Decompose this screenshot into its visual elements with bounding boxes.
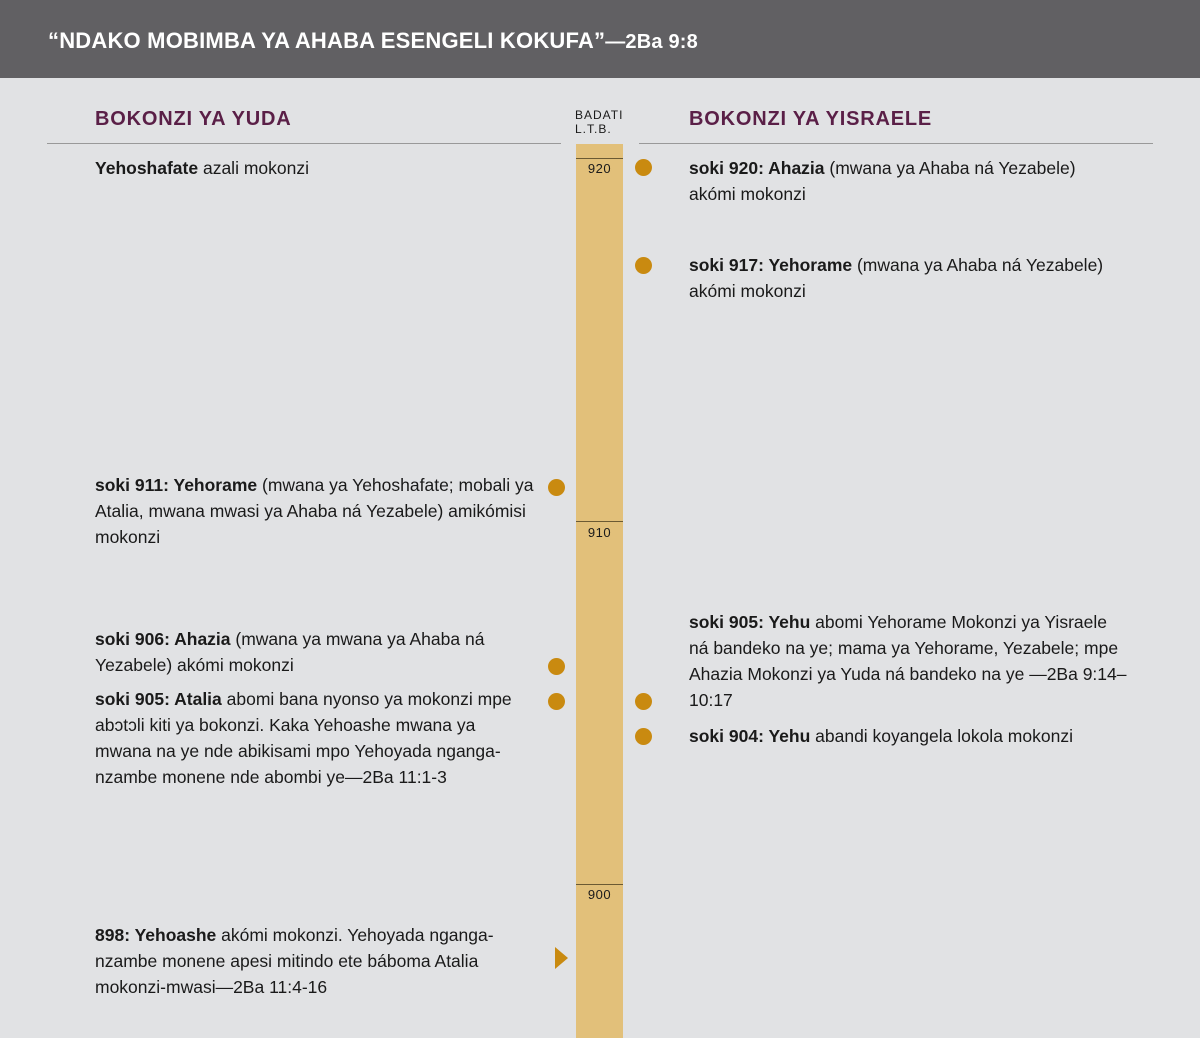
tick-900 xyxy=(576,884,623,885)
tick-910 xyxy=(576,521,623,522)
header-banner xyxy=(0,0,1200,78)
page-title xyxy=(48,28,698,54)
title-reference: —2Ba 9:8 xyxy=(605,31,698,53)
tick-label-920: 920 xyxy=(587,161,612,176)
right-entry: soki 917: Yehorame (mwana ya Ahaba ná Yezabele) akómi mokonzi xyxy=(689,255,1104,301)
marker-dot xyxy=(548,479,565,496)
marker-dot xyxy=(548,658,565,675)
axis-label-line1: BADATI xyxy=(575,108,624,122)
tick-label-900: 900 xyxy=(587,887,612,902)
title-main: “NDAKO MOBIMBA YA AHABA ESENGELI KOKUFA” xyxy=(48,28,606,53)
axis-label-line2: L.T.B. xyxy=(575,122,612,136)
marker-triangle-icon xyxy=(555,947,568,969)
left-entry: soki 905: Atalia abomi bana nyonso ya mokonzi mpe abɔtɔli kiti ya bokonzi. Kaka Yehoashe mwana ya mwana na ye nde abikisami mpo Yehoyada nganga-nzambe monene nde abombi ye—2Ba 11:1-3 xyxy=(95,689,512,787)
axis-label xyxy=(575,108,623,136)
right-entry: soki 904: Yehu abandi koyangela lokola mokonzi xyxy=(689,726,1073,746)
marker-dot xyxy=(635,728,652,745)
marker-dot xyxy=(635,257,652,274)
left-column-heading: BOKONZI YA YUDA xyxy=(95,108,292,130)
marker-dot xyxy=(548,693,565,710)
right-entry: soki 905: Yehu abomi Yehorame Mokonzi ya Yisraele ná bandeko na ye; mama ya Yehorame, Yezabele; mpe Ahazia Mokonzi ya Yuda ná bandeko na ye —2Ba 9:14–10:17 xyxy=(689,612,1127,710)
left-entry: Yehoshafate azali mokonzi xyxy=(95,158,309,178)
marker-dot xyxy=(635,159,652,176)
tick-920 xyxy=(576,158,623,159)
right-entry: soki 920: Ahazia (mwana ya Ahaba ná Yezabele) akómi mokonzi xyxy=(689,158,1076,204)
right-column-heading: BOKONZI YA YISRAELE xyxy=(689,108,933,130)
left-divider xyxy=(47,143,561,144)
right-divider xyxy=(639,143,1153,144)
marker-dot xyxy=(635,693,652,710)
left-entry: 898: Yehoashe akómi mokonzi. Yehoyada nganga-nzambe monene apesi mitindo ete báboma Atalia mokonzi-mwasi—2Ba 11:4-16 xyxy=(95,925,494,997)
left-entry: soki 911: Yehorame (mwana ya Yehoshafate; mobali ya Atalia, mwana mwasi ya Ahaba ná Yezabele) amikómisi mokonzi xyxy=(95,475,534,547)
left-entry: soki 906: Ahazia (mwana ya mwana ya Ahaba ná Yezabele) akómi mokonzi xyxy=(95,629,485,675)
timeline-bar xyxy=(576,144,623,1038)
tick-label-910: 910 xyxy=(587,525,612,540)
